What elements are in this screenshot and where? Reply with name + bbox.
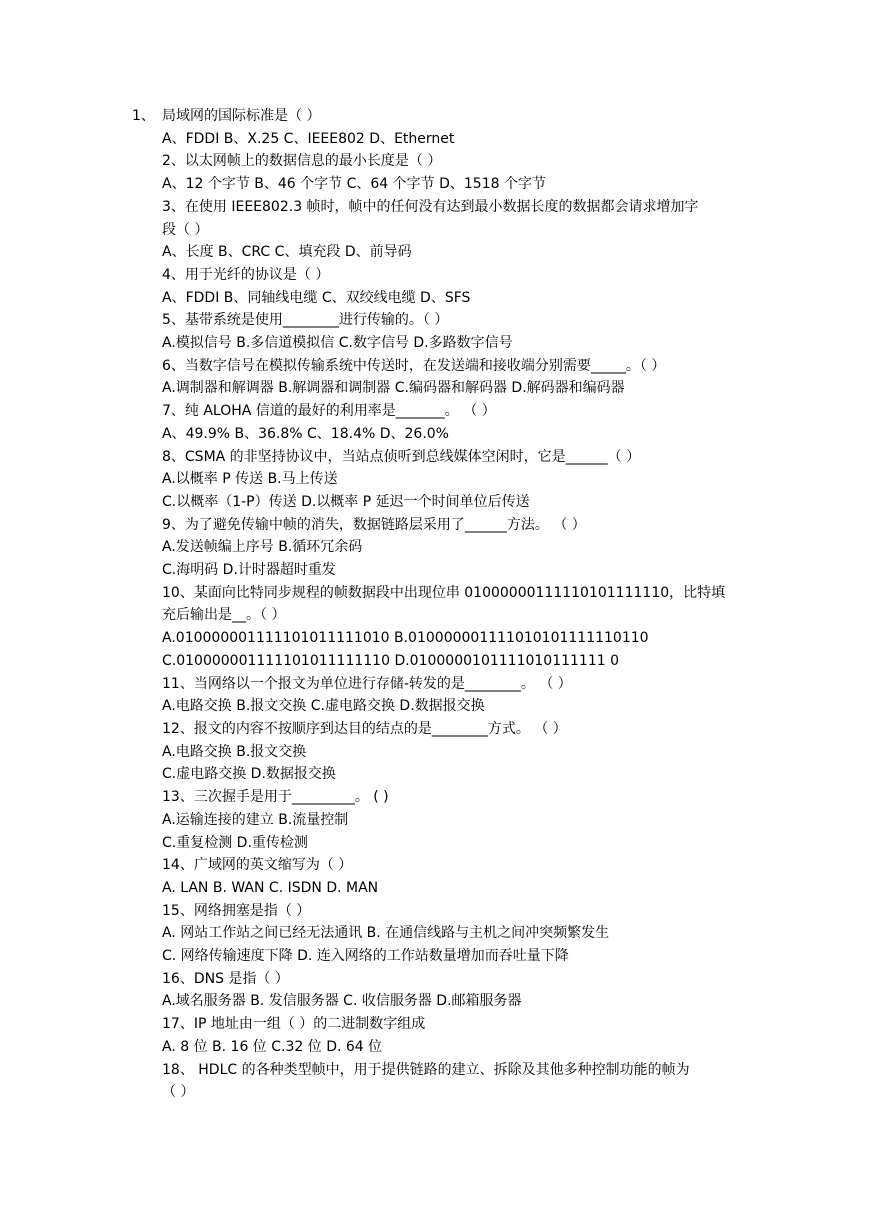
text-line: A.运输连接的建立 B.流量控制	[162, 811, 349, 828]
text-line: 16、DNS 是指（ ）	[162, 970, 289, 987]
text-line: 3、在使用 IEEE802.3 帧时，帧中的任何没有达到最小数据长度的数据都会请求增加字	[162, 198, 699, 215]
text-line: 5、基带系统是使用________进行传输的。（ ）	[162, 312, 449, 329]
text-line: A.域名服务器 B. 发信服务器 C. 收信服务器 D.邮箱服务器	[162, 993, 522, 1010]
question-list	[132, 105, 752, 1104]
text-line: C.虚电路交换 D.数据报交换	[162, 766, 336, 783]
text-line: C. 网络传输速度下降 D. 连入网络的工作站数量增加而吞吐量下降	[162, 948, 569, 965]
question-text: 局域网的国际标准是（ ）	[162, 108, 321, 124]
question-line	[132, 105, 752, 128]
text-line: 17、IP 地址由一组（ ）的二进制数字组成	[162, 1016, 426, 1033]
text-line: C.重复检测 D.重传检测	[162, 834, 308, 851]
text-line: A、FDDI B、同轴线电缆 C、双绞线电缆 D、SFS	[162, 289, 471, 306]
text-line: A.电路交换 B.报文交换	[162, 743, 307, 760]
text-line: 段（ ）	[162, 221, 209, 238]
text-line: A.010000001111101011111010 B.010000001111010101111110110	[162, 630, 649, 647]
question-body	[132, 128, 752, 1104]
text-line: 2、以太网帧上的数据信息的最小长度是（ ）	[162, 153, 442, 170]
text-line: A、长度 B、CRC C、填充段 D、前导码	[162, 244, 412, 261]
text-line: A.模拟信号 B.多信道模拟信 C.数字信号 D.多路数字信号	[162, 335, 513, 352]
text-line: 11、当网络以一个报文为单位进行存储-转发的是________。 （ ）	[162, 675, 572, 692]
text-line: A.以概率 P 传送 B.马上传送	[162, 471, 338, 488]
text-line: A、12 个字节 B、46 个字节 C、64 个字节 D、1518 个字节	[162, 176, 546, 193]
text-line: 18、 HDLC 的各种类型帧中，用于提供链路的建立、拆除及其他多种控制功能的帧为	[162, 1061, 690, 1078]
text-line: A. 8 位 B. 16 位 C.32 位 D. 64 位	[162, 1038, 383, 1055]
text-line: A、49.9% B、36.8% C、18.4% D、26.0%	[162, 425, 449, 442]
text-line: 10、某面向比特同步规程的帧数据段中出现位串 01000000111110101111110，比特填	[162, 584, 726, 601]
text-line: 8、CSMA 的非坚持协议中，当站点侦听到总线媒体空闲时，它是______（ ）	[162, 448, 641, 465]
text-line: A. LAN B. WAN C. ISDN D. MAN	[162, 879, 379, 896]
text-line: A.调制器和解调器 B.解调器和调制器 C.编码器和解码器 D.解码器和编码器	[162, 380, 625, 397]
text-line: 15、网络拥塞是指（ ）	[162, 902, 311, 919]
text-line: 14、广域网的英文缩写为（ ）	[162, 857, 353, 874]
question-number: 1、	[132, 108, 155, 124]
text-line: 6、当数字信号在模拟传输系统中传送时，在发送端和接收端分别需要_____。（ ）	[162, 357, 666, 374]
text-line: （ ）	[162, 1084, 195, 1101]
text-line: A、FDDI B、X.25 C、IEEE802 D、Ethernet	[162, 130, 455, 147]
text-line: 13、三次握手是用于_________。 ( )	[162, 789, 389, 806]
text-line: 9、为了避免传输中帧的消失，数据链路层采用了______方法。 （ ）	[162, 516, 586, 533]
text-line: C.以概率（1-P）传送 D.以概率 P 延迟一个时间单位后传送	[162, 493, 530, 510]
text-line: 7、纯 ALOHA 信道的最好的利用率是_______。 （ ）	[162, 403, 496, 420]
text-line: A. 网站工作站之间已经无法通讯 B. 在通信线路与主机之间冲突频繁发生	[162, 925, 610, 942]
text-line: 4、用于光纤的协议是（ ）	[162, 266, 330, 283]
text-line: 充后输出是__。（ ）	[162, 607, 286, 624]
text-line: A.电路交换 B.报文交换 C.虚电路交换 D.数据报交换	[162, 698, 485, 715]
text-line: C.海明码 D.计时器超时重发	[162, 562, 336, 579]
text-line: 12、报文的内容不按顺序到达目的结点的是________方式。 （ ）	[162, 720, 567, 737]
text-line: A.发送帧编上序号 B.循环冗余码	[162, 539, 363, 556]
text-line: C.010000001111101011111110 D.0100000101111010111111 0	[162, 652, 619, 669]
